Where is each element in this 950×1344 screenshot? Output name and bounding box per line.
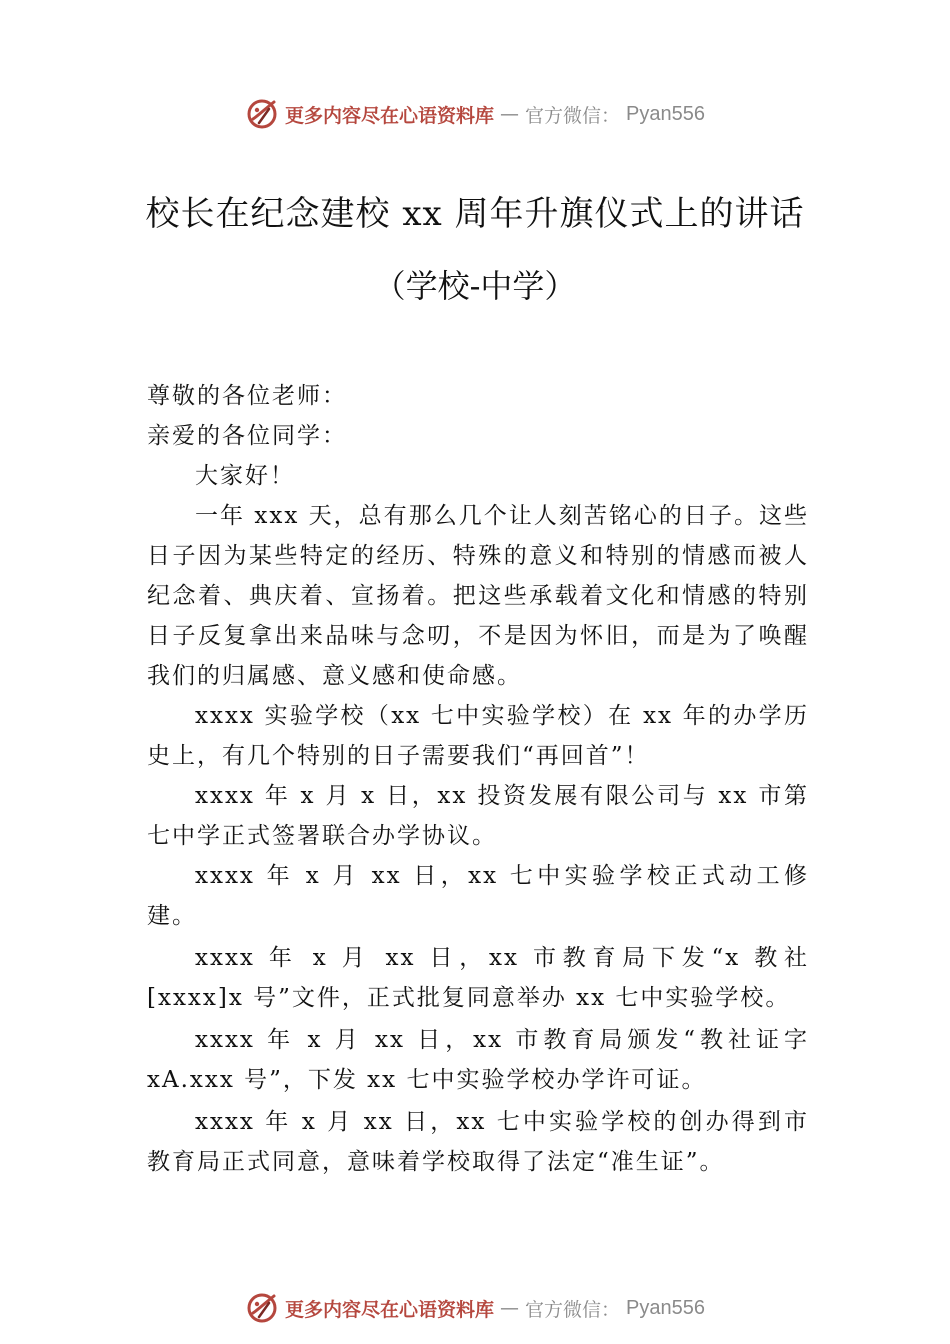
- salutation-students: 亲爱的各位同学：: [147, 423, 347, 449]
- watermark-footer: [0, 1288, 950, 1328]
- salutation-teachers: 尊敬的各位老师：: [147, 383, 347, 409]
- watermark-wechat-id: Pyan556: [626, 102, 705, 125]
- watermark-main-text: 更多内容尽在心语资料库: [285, 104, 495, 127]
- document-subtitle: （学校-中学）: [373, 267, 577, 305]
- body-paragraph: 一年 xxx 天，总有那么几个让人刻苦铭心的日子。这些日子因为某些特定的经历、特殊的意义和特别的情感而被人纪念着、典庆着、宣扬着。把这些承载着文化和情感的特别日子反复拿出来品味与念叨，不是因为怀旧，而是为了唤醒我们的归属感、意义感和使命感。: [147, 503, 809, 689]
- library-logo-icon: [245, 97, 279, 131]
- watermark-wechat-label: 官方微信：: [525, 104, 621, 127]
- body-paragraph: xxxx 年 x 月 xx 日，xx 市教育局颁发“教社证字 xA.xxx 号”，下发 xx 七中实验学校办学许可证。: [147, 1027, 809, 1093]
- watermark-header: [0, 94, 950, 134]
- document-title: 校长在纪念建校 xx 周年升旗仪式上的讲话: [145, 194, 805, 234]
- library-logo-icon: [245, 1291, 279, 1325]
- watermark-separator: —: [500, 1297, 520, 1319]
- watermark-separator: —: [500, 103, 520, 125]
- body-paragraph: xxxx 年 x 月 xx 日，xx 市教育局下发“x 教社[xxxx]x 号”文件，正式批复同意举办 xx 七中实验学校。: [147, 945, 809, 1011]
- watermark-main-text: 更多内容尽在心语资料库: [285, 1298, 495, 1321]
- watermark-wechat-id: Pyan556: [626, 1296, 705, 1319]
- body-paragraph: xxxx 年 x 月 xx 日，xx 七中实验学校的创办得到市教育局正式同意，意味着学校取得了法定“准生证”。: [147, 1109, 809, 1175]
- document-body: [147, 376, 809, 1182]
- greeting-paragraph: 大家好！: [195, 463, 295, 489]
- body-paragraph: xxxx 实验学校（xx 七中实验学校）在 xx 年的办学历史上，有几个特别的日子需要我们“再回首”！: [147, 703, 809, 769]
- watermark-wechat-label: 官方微信：: [525, 1298, 621, 1321]
- body-paragraph: xxxx 年 x 月 x 日，xx 投资发展有限公司与 xx 市第七中学正式签署联合办学协议。: [147, 783, 809, 849]
- body-paragraph: xxxx 年 x 月 xx 日，xx 七中实验学校正式动工修建。: [147, 863, 809, 929]
